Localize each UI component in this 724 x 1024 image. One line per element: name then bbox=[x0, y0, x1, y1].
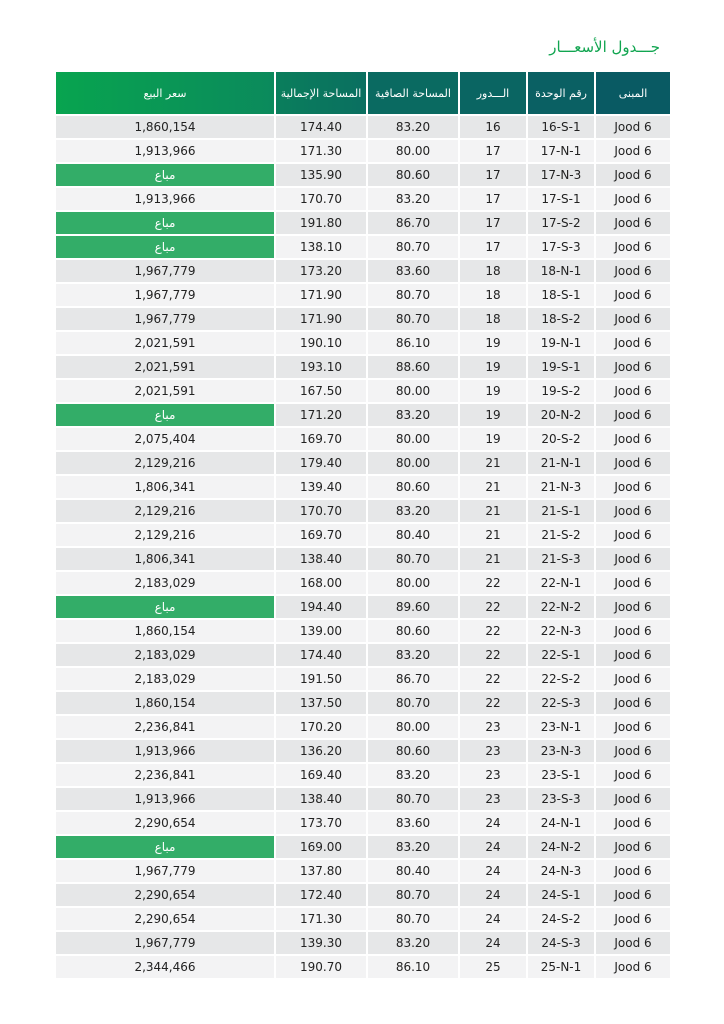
sold-badge: مباع bbox=[56, 836, 274, 860]
sold-badge: مباع bbox=[56, 236, 274, 260]
cell-building: Jood 6 bbox=[596, 524, 670, 548]
cell-floor: 19 bbox=[460, 380, 526, 404]
header-net-area: المساحة الصافية bbox=[368, 72, 458, 116]
cell-net-area: 89.60 bbox=[368, 596, 458, 620]
cell-unit-number: 18-N-1 bbox=[528, 260, 594, 284]
table-row bbox=[56, 428, 670, 452]
cell-building: Jood 6 bbox=[596, 572, 670, 596]
table-row bbox=[56, 692, 670, 716]
cell-sale-price: 1,860,154 bbox=[56, 620, 274, 644]
sold-badge: مباع bbox=[56, 212, 274, 236]
cell-building: Jood 6 bbox=[596, 644, 670, 668]
cell-gross-area: 191.80 bbox=[276, 212, 366, 236]
sold-badge: مباع bbox=[56, 164, 274, 188]
cell-sale-price: 2,183,029 bbox=[56, 644, 274, 668]
cell-sale-price: 1,860,154 bbox=[56, 692, 274, 716]
table-row bbox=[56, 284, 670, 308]
table-row bbox=[56, 788, 670, 812]
cell-floor: 24 bbox=[460, 932, 526, 956]
cell-building: Jood 6 bbox=[596, 140, 670, 164]
cell-gross-area: 171.30 bbox=[276, 908, 366, 932]
cell-sale-price: 1,913,966 bbox=[56, 740, 274, 764]
cell-floor: 17 bbox=[460, 140, 526, 164]
table-header-row bbox=[56, 72, 670, 116]
cell-unit-number: 21-N-1 bbox=[528, 452, 594, 476]
cell-gross-area: 169.40 bbox=[276, 764, 366, 788]
cell-building: Jood 6 bbox=[596, 212, 670, 236]
table-row bbox=[56, 188, 670, 212]
cell-building: Jood 6 bbox=[596, 236, 670, 260]
cell-sale-price: 2,183,029 bbox=[56, 572, 274, 596]
cell-building: Jood 6 bbox=[596, 908, 670, 932]
cell-net-area: 80.00 bbox=[368, 452, 458, 476]
cell-sale-price: 1,913,966 bbox=[56, 188, 274, 212]
cell-floor: 21 bbox=[460, 476, 526, 500]
table-row bbox=[56, 764, 670, 788]
cell-gross-area: 179.40 bbox=[276, 452, 366, 476]
cell-unit-number: 20-N-2 bbox=[528, 404, 594, 428]
cell-gross-area: 169.70 bbox=[276, 428, 366, 452]
table-row bbox=[56, 500, 670, 524]
cell-floor: 18 bbox=[460, 260, 526, 284]
cell-sale-price: 1,967,779 bbox=[56, 932, 274, 956]
cell-net-area: 80.70 bbox=[368, 692, 458, 716]
cell-building: Jood 6 bbox=[596, 476, 670, 500]
cell-net-area: 80.60 bbox=[368, 620, 458, 644]
cell-unit-number: 24-S-3 bbox=[528, 932, 594, 956]
cell-unit-number: 24-S-1 bbox=[528, 884, 594, 908]
cell-unit-number: 16-S-1 bbox=[528, 116, 594, 140]
cell-sale-price: 1,967,779 bbox=[56, 260, 274, 284]
cell-unit-number: 21-N-3 bbox=[528, 476, 594, 500]
cell-net-area: 86.70 bbox=[368, 212, 458, 236]
cell-unit-number: 17-N-3 bbox=[528, 164, 594, 188]
table-row bbox=[56, 716, 670, 740]
table-row bbox=[56, 956, 670, 980]
cell-gross-area: 172.40 bbox=[276, 884, 366, 908]
cell-floor: 22 bbox=[460, 620, 526, 644]
cell-sale-price: 2,183,029 bbox=[56, 668, 274, 692]
cell-floor: 24 bbox=[460, 812, 526, 836]
cell-building: Jood 6 bbox=[596, 404, 670, 428]
cell-net-area: 83.20 bbox=[368, 932, 458, 956]
cell-gross-area: 194.40 bbox=[276, 596, 366, 620]
table-row bbox=[56, 860, 670, 884]
cell-net-area: 80.70 bbox=[368, 908, 458, 932]
cell-floor: 21 bbox=[460, 500, 526, 524]
cell-unit-number: 22-N-1 bbox=[528, 572, 594, 596]
cell-gross-area: 169.70 bbox=[276, 524, 366, 548]
cell-gross-area: 139.40 bbox=[276, 476, 366, 500]
cell-sale-price: 2,075,404 bbox=[56, 428, 274, 452]
cell-sale-price: 1,913,966 bbox=[56, 140, 274, 164]
cell-net-area: 80.70 bbox=[368, 548, 458, 572]
table-row bbox=[56, 236, 670, 260]
cell-unit-number: 24-S-2 bbox=[528, 908, 594, 932]
cell-floor: 18 bbox=[460, 308, 526, 332]
table-row bbox=[56, 644, 670, 668]
cell-gross-area: 136.20 bbox=[276, 740, 366, 764]
cell-net-area: 80.70 bbox=[368, 308, 458, 332]
header-floor: الـــدور bbox=[460, 72, 526, 116]
cell-unit-number: 17-S-3 bbox=[528, 236, 594, 260]
cell-sale-price: 1,806,341 bbox=[56, 548, 274, 572]
cell-building: Jood 6 bbox=[596, 548, 670, 572]
cell-floor: 17 bbox=[460, 164, 526, 188]
cell-gross-area: 168.00 bbox=[276, 572, 366, 596]
cell-net-area: 80.40 bbox=[368, 860, 458, 884]
table-row bbox=[56, 404, 670, 428]
cell-gross-area: 138.40 bbox=[276, 788, 366, 812]
cell-gross-area: 191.50 bbox=[276, 668, 366, 692]
cell-net-area: 83.20 bbox=[368, 404, 458, 428]
cell-net-area: 80.00 bbox=[368, 140, 458, 164]
cell-unit-number: 22-S-3 bbox=[528, 692, 594, 716]
cell-floor: 23 bbox=[460, 788, 526, 812]
cell-gross-area: 138.10 bbox=[276, 236, 366, 260]
cell-floor: 16 bbox=[460, 116, 526, 140]
cell-unit-number: 21-S-1 bbox=[528, 500, 594, 524]
header-building: المبنى bbox=[596, 72, 670, 116]
cell-net-area: 88.60 bbox=[368, 356, 458, 380]
cell-net-area: 86.10 bbox=[368, 956, 458, 980]
cell-gross-area: 137.50 bbox=[276, 692, 366, 716]
cell-floor: 19 bbox=[460, 332, 526, 356]
cell-unit-number: 25-N-1 bbox=[528, 956, 594, 980]
cell-floor: 24 bbox=[460, 908, 526, 932]
cell-unit-number: 21-S-2 bbox=[528, 524, 594, 548]
cell-net-area: 83.20 bbox=[368, 764, 458, 788]
table-row bbox=[56, 836, 670, 860]
cell-gross-area: 173.20 bbox=[276, 260, 366, 284]
cell-unit-number: 23-N-1 bbox=[528, 716, 594, 740]
table-row bbox=[56, 452, 670, 476]
cell-unit-number: 24-N-3 bbox=[528, 860, 594, 884]
cell-unit-number: 22-S-2 bbox=[528, 668, 594, 692]
cell-floor: 19 bbox=[460, 428, 526, 452]
cell-gross-area: 169.00 bbox=[276, 836, 366, 860]
cell-sale-price: 1,967,779 bbox=[56, 308, 274, 332]
cell-unit-number: 19-N-1 bbox=[528, 332, 594, 356]
table-body bbox=[56, 116, 670, 980]
cell-building: Jood 6 bbox=[596, 332, 670, 356]
cell-building: Jood 6 bbox=[596, 188, 670, 212]
table-row bbox=[56, 884, 670, 908]
cell-building: Jood 6 bbox=[596, 452, 670, 476]
header-gross-area: المساحة الإجمالية bbox=[276, 72, 366, 116]
cell-building: Jood 6 bbox=[596, 164, 670, 188]
cell-sale-price: 2,290,654 bbox=[56, 884, 274, 908]
cell-building: Jood 6 bbox=[596, 428, 670, 452]
cell-sale-price: 2,290,654 bbox=[56, 812, 274, 836]
cell-net-area: 80.00 bbox=[368, 428, 458, 452]
cell-net-area: 86.10 bbox=[368, 332, 458, 356]
cell-sale-price: 2,236,841 bbox=[56, 716, 274, 740]
table-row bbox=[56, 356, 670, 380]
cell-building: Jood 6 bbox=[596, 860, 670, 884]
cell-floor: 23 bbox=[460, 740, 526, 764]
cell-unit-number: 22-N-2 bbox=[528, 596, 594, 620]
cell-sale-price: 1,860,154 bbox=[56, 116, 274, 140]
cell-building: Jood 6 bbox=[596, 956, 670, 980]
table-row bbox=[56, 116, 670, 140]
table-row bbox=[56, 332, 670, 356]
cell-net-area: 80.60 bbox=[368, 164, 458, 188]
cell-gross-area: 167.50 bbox=[276, 380, 366, 404]
cell-floor: 24 bbox=[460, 884, 526, 908]
cell-net-area: 80.70 bbox=[368, 884, 458, 908]
cell-gross-area: 171.90 bbox=[276, 284, 366, 308]
table-row bbox=[56, 260, 670, 284]
cell-floor: 17 bbox=[460, 188, 526, 212]
cell-unit-number: 17-S-1 bbox=[528, 188, 594, 212]
cell-floor: 24 bbox=[460, 836, 526, 860]
cell-building: Jood 6 bbox=[596, 716, 670, 740]
cell-floor: 22 bbox=[460, 596, 526, 620]
table-row bbox=[56, 476, 670, 500]
cell-floor: 17 bbox=[460, 212, 526, 236]
cell-net-area: 80.40 bbox=[368, 524, 458, 548]
cell-unit-number: 19-S-1 bbox=[528, 356, 594, 380]
table-row bbox=[56, 932, 670, 956]
header-unit-number: رقم الوحدة bbox=[528, 72, 594, 116]
cell-gross-area: 173.70 bbox=[276, 812, 366, 836]
cell-gross-area: 174.40 bbox=[276, 644, 366, 668]
cell-gross-area: 190.70 bbox=[276, 956, 366, 980]
cell-gross-area: 135.90 bbox=[276, 164, 366, 188]
cell-gross-area: 171.90 bbox=[276, 308, 366, 332]
cell-building: Jood 6 bbox=[596, 764, 670, 788]
table-row bbox=[56, 380, 670, 404]
cell-gross-area: 174.40 bbox=[276, 116, 366, 140]
cell-gross-area: 171.30 bbox=[276, 140, 366, 164]
header-sale-price: سعر البيع bbox=[56, 72, 274, 116]
cell-gross-area: 170.20 bbox=[276, 716, 366, 740]
cell-unit-number: 19-S-2 bbox=[528, 380, 594, 404]
cell-unit-number: 18-S-2 bbox=[528, 308, 594, 332]
cell-building: Jood 6 bbox=[596, 116, 670, 140]
cell-building: Jood 6 bbox=[596, 932, 670, 956]
cell-unit-number: 20-S-2 bbox=[528, 428, 594, 452]
cell-floor: 19 bbox=[460, 404, 526, 428]
cell-sale-price: 2,290,654 bbox=[56, 908, 274, 932]
cell-net-area: 83.20 bbox=[368, 188, 458, 212]
table-row bbox=[56, 740, 670, 764]
cell-unit-number: 23-S-3 bbox=[528, 788, 594, 812]
cell-gross-area: 193.10 bbox=[276, 356, 366, 380]
table-row bbox=[56, 212, 670, 236]
table-row bbox=[56, 308, 670, 332]
cell-unit-number: 23-S-1 bbox=[528, 764, 594, 788]
cell-unit-number: 21-S-3 bbox=[528, 548, 594, 572]
cell-sale-price: 2,129,216 bbox=[56, 500, 274, 524]
table-row bbox=[56, 572, 670, 596]
cell-unit-number: 22-N-3 bbox=[528, 620, 594, 644]
cell-unit-number: 18-S-1 bbox=[528, 284, 594, 308]
cell-building: Jood 6 bbox=[596, 596, 670, 620]
cell-gross-area: 190.10 bbox=[276, 332, 366, 356]
cell-floor: 18 bbox=[460, 284, 526, 308]
sold-badge: مباع bbox=[56, 596, 274, 620]
cell-net-area: 80.70 bbox=[368, 236, 458, 260]
cell-building: Jood 6 bbox=[596, 380, 670, 404]
table-row bbox=[56, 668, 670, 692]
table-row bbox=[56, 524, 670, 548]
table-row bbox=[56, 908, 670, 932]
cell-building: Jood 6 bbox=[596, 620, 670, 644]
cell-floor: 22 bbox=[460, 644, 526, 668]
cell-building: Jood 6 bbox=[596, 788, 670, 812]
cell-gross-area: 170.70 bbox=[276, 500, 366, 524]
cell-net-area: 83.60 bbox=[368, 260, 458, 284]
cell-sale-price: 2,021,591 bbox=[56, 356, 274, 380]
cell-gross-area: 138.40 bbox=[276, 548, 366, 572]
cell-building: Jood 6 bbox=[596, 284, 670, 308]
cell-sale-price: 2,129,216 bbox=[56, 452, 274, 476]
cell-net-area: 80.00 bbox=[368, 572, 458, 596]
cell-floor: 21 bbox=[460, 524, 526, 548]
cell-floor: 25 bbox=[460, 956, 526, 980]
cell-net-area: 83.60 bbox=[368, 812, 458, 836]
table-row bbox=[56, 596, 670, 620]
cell-floor: 19 bbox=[460, 356, 526, 380]
cell-sale-price: 1,967,779 bbox=[56, 284, 274, 308]
cell-net-area: 80.00 bbox=[368, 716, 458, 740]
cell-unit-number: 24-N-1 bbox=[528, 812, 594, 836]
table-row bbox=[56, 140, 670, 164]
cell-sale-price: 1,913,966 bbox=[56, 788, 274, 812]
cell-floor: 17 bbox=[460, 236, 526, 260]
cell-floor: 22 bbox=[460, 668, 526, 692]
table-row bbox=[56, 620, 670, 644]
cell-gross-area: 170.70 bbox=[276, 188, 366, 212]
cell-sale-price: 2,236,841 bbox=[56, 764, 274, 788]
cell-building: Jood 6 bbox=[596, 812, 670, 836]
cell-net-area: 80.70 bbox=[368, 788, 458, 812]
cell-floor: 24 bbox=[460, 860, 526, 884]
cell-sale-price: 1,967,779 bbox=[56, 860, 274, 884]
cell-building: Jood 6 bbox=[596, 884, 670, 908]
cell-net-area: 80.00 bbox=[368, 380, 458, 404]
cell-building: Jood 6 bbox=[596, 692, 670, 716]
cell-floor: 21 bbox=[460, 452, 526, 476]
cell-sale-price: 2,344,466 bbox=[56, 956, 274, 980]
cell-building: Jood 6 bbox=[596, 740, 670, 764]
cell-net-area: 80.70 bbox=[368, 284, 458, 308]
cell-sale-price: 2,021,591 bbox=[56, 380, 274, 404]
sold-badge: مباع bbox=[56, 404, 274, 428]
cell-sale-price: 1,806,341 bbox=[56, 476, 274, 500]
cell-building: Jood 6 bbox=[596, 836, 670, 860]
cell-net-area: 80.60 bbox=[368, 740, 458, 764]
cell-floor: 22 bbox=[460, 692, 526, 716]
cell-net-area: 80.60 bbox=[368, 476, 458, 500]
cell-floor: 21 bbox=[460, 548, 526, 572]
cell-net-area: 83.20 bbox=[368, 500, 458, 524]
cell-sale-price: 2,129,216 bbox=[56, 524, 274, 548]
table-row bbox=[56, 548, 670, 572]
cell-net-area: 83.20 bbox=[368, 116, 458, 140]
cell-floor: 23 bbox=[460, 716, 526, 740]
cell-unit-number: 22-S-1 bbox=[528, 644, 594, 668]
cell-building: Jood 6 bbox=[596, 668, 670, 692]
cell-unit-number: 23-N-3 bbox=[528, 740, 594, 764]
cell-building: Jood 6 bbox=[596, 260, 670, 284]
cell-sale-price: 2,021,591 bbox=[56, 332, 274, 356]
cell-building: Jood 6 bbox=[596, 308, 670, 332]
cell-gross-area: 139.30 bbox=[276, 932, 366, 956]
cell-unit-number: 17-N-1 bbox=[528, 140, 594, 164]
cell-building: Jood 6 bbox=[596, 500, 670, 524]
cell-floor: 22 bbox=[460, 572, 526, 596]
cell-gross-area: 171.20 bbox=[276, 404, 366, 428]
page-title: جـــدول الأسعـــار bbox=[549, 38, 660, 56]
cell-gross-area: 137.80 bbox=[276, 860, 366, 884]
cell-net-area: 86.70 bbox=[368, 668, 458, 692]
cell-building: Jood 6 bbox=[596, 356, 670, 380]
table-row bbox=[56, 812, 670, 836]
cell-net-area: 83.20 bbox=[368, 644, 458, 668]
cell-unit-number: 24-N-2 bbox=[528, 836, 594, 860]
table-row bbox=[56, 164, 670, 188]
price-table bbox=[54, 72, 672, 980]
cell-net-area: 83.20 bbox=[368, 836, 458, 860]
cell-gross-area: 139.00 bbox=[276, 620, 366, 644]
cell-floor: 23 bbox=[460, 764, 526, 788]
cell-unit-number: 17-S-2 bbox=[528, 212, 594, 236]
